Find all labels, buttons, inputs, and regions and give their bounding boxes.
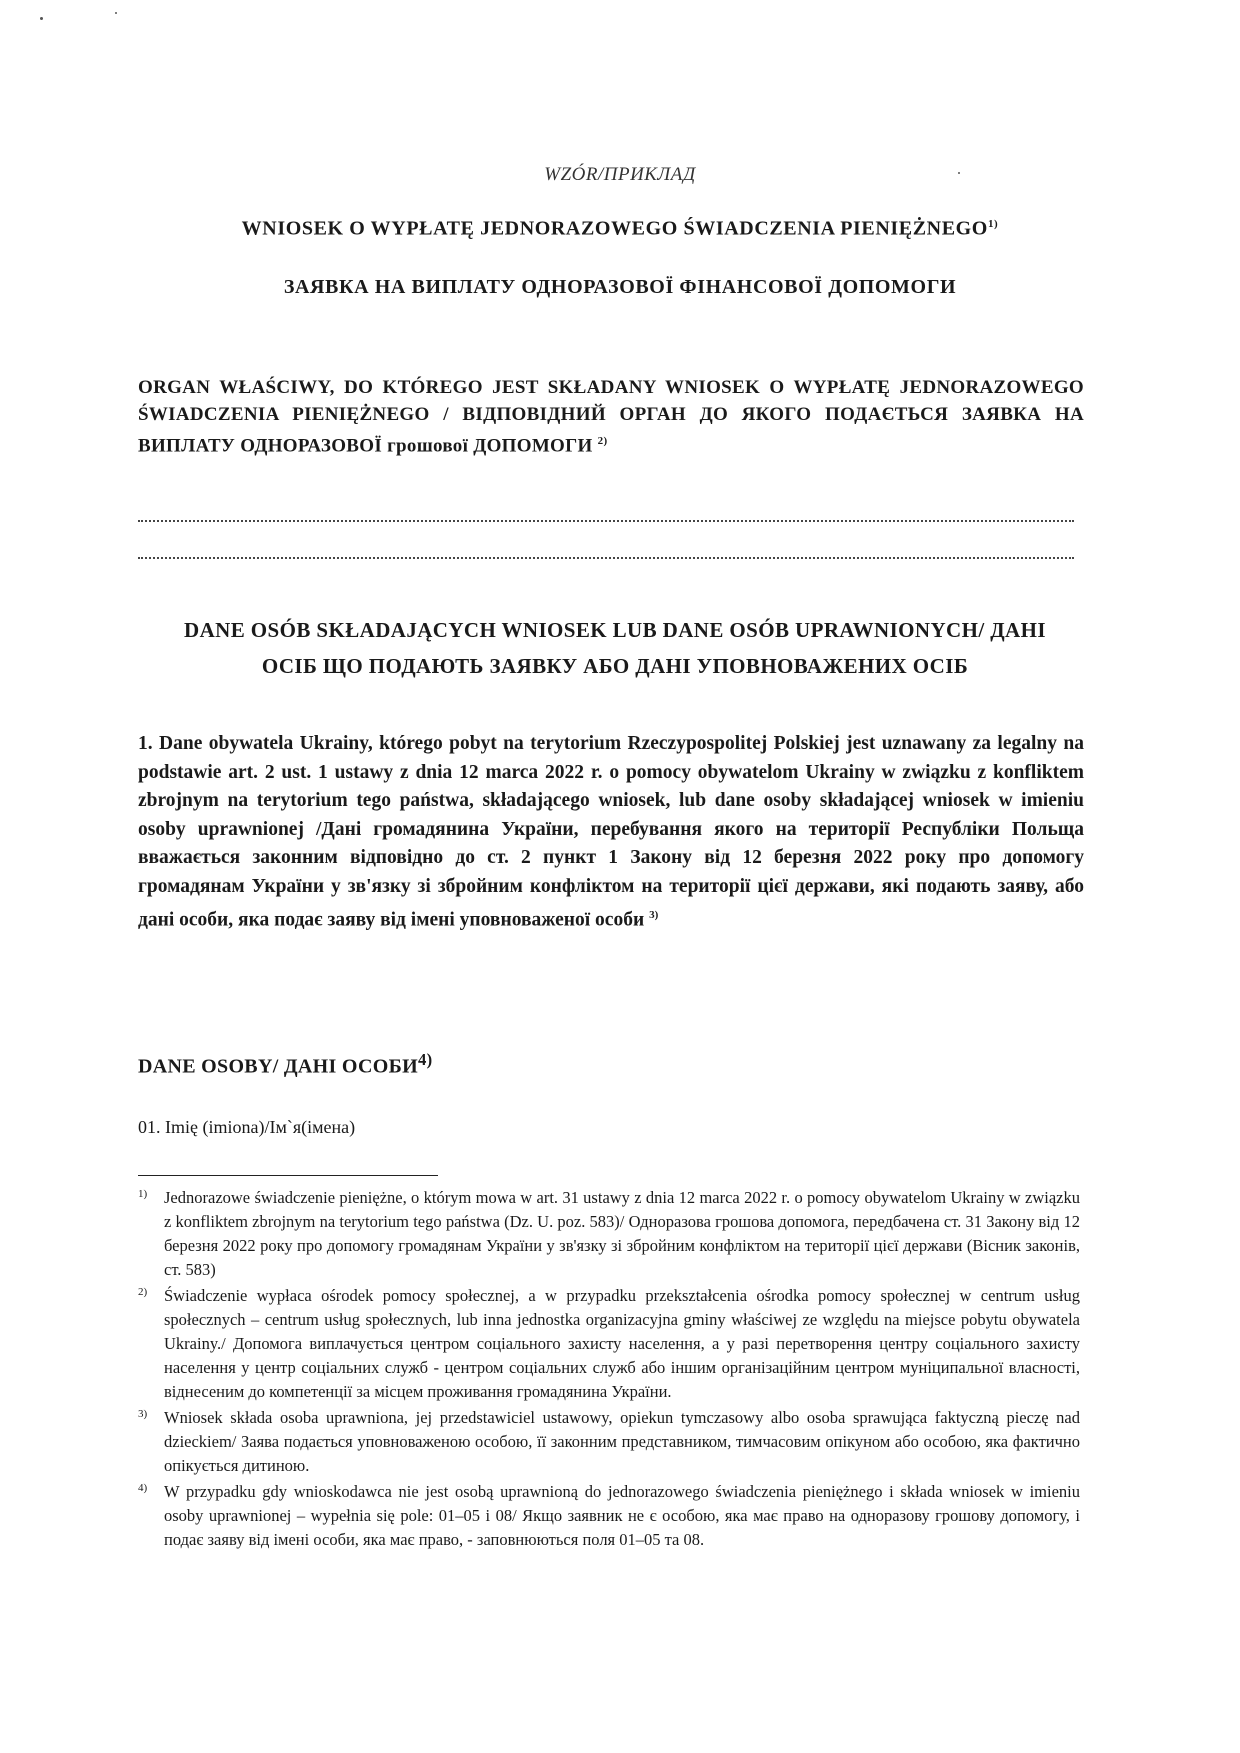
organ-input-line-2[interactable]	[138, 537, 1074, 559]
footnote-2-text: Świadczenie wypłaca ośrodek pomocy społecznej, a w przypadku przekształcenia ośrodka pomocy społecznej w centrum usług społecznych – centrum usług społecznych, lub inna jednostka organizacyjna gminy właściwej ze względu na miejsce pobytu obywatela Ukrainy./ Допомога виплачується центром соціального захисту населення, а у разі перетворення центру соціального захисту населення у центр соціальних служб - центром соціальних служб або іншим організаційним центром муніципальної власності, віднесеним до компетенції за місцем проживання громадянина України.	[164, 1286, 1080, 1401]
footnote-4-mark: 4)	[138, 1482, 148, 1494]
title-pl-text: WNIOSEK O WYPŁATĘ JEDNORAZOWEGO ŚWIADCZENIA PIENIĘŻNEGO	[241, 217, 988, 240]
footnote-separator	[138, 1175, 438, 1176]
footnote-2-mark: 2)	[138, 1286, 148, 1298]
footnote-2	[138, 1284, 1080, 1404]
footnote-1-text: Jednorazowe świadczenie pieniężne, o którym mowa w art. 31 ustawy z dnia 12 marca 2022 r. o pomocy obywatelom Ukrainy w związku z konfliktem zbrojnym na terytorium tego państwa (Dz. U. poz. 583)/ Одноразова грошова допомога, передбачена ст. 31 Закону від 12 березня 2022 року про допомогу громадянам України у зв'язку зі збройним конфліктом на території цієї держави (Вісник законів, ст. 583)	[164, 1188, 1080, 1279]
field-01-label: 01. Imię (imiona)/Ім`я(імена)	[138, 1117, 356, 1137]
document-title-ua: ЗАЯВКА НА ВИПЛАТУ ОДНОРАЗОВОЇ ФІНАНСОВОЇ ДОПОМОГИ	[283, 276, 957, 298]
footnote-3	[138, 1406, 1080, 1478]
footnote-1-mark: 1)	[138, 1188, 148, 1200]
item-1-footnote-ref: 3)	[649, 909, 659, 921]
footnote-1	[138, 1186, 1080, 1282]
dane-osoby-heading-text: DANE OSOBY/ ДАНІ ОСОБИ	[138, 1055, 418, 1078]
scan-speck	[115, 12, 117, 14]
item-1-text: 1. Dane obywatela Ukrainy, którego pobyt na terytorium Rzeczypospolitej Polskiej jest uznawany za legalny na podstawie art. 2 ust. 1 ustawy z dnia 12 marca 2022 r. o pomocy obywatelom Ukrainy w związku z konfliktem zbrojnym na terytorium tego państwa, składającego wniosek, lub dane osoby składającej wniosek w imieniu osoby uprawnionej /Дані громадянина України, перебування якого на території Республіки Польща вважається законним відповідно до ст. 2 пункт 1 Закону від 12 березня 2022 року про допомогу громадянам України у зв'язку зі збройним конфліктом на території цієї держави, які подають заяву, або дані особи, яка подає заяву від імені уповноваженої особи	[138, 733, 1084, 931]
title-pl-footnote-ref: 1)	[987, 218, 999, 230]
scan-speck	[40, 17, 43, 20]
document-title-pl	[130, 210, 1110, 244]
dane-osoby-footnote-ref: 4)	[417, 1050, 433, 1069]
section-heading	[150, 612, 1080, 684]
footnote-4	[138, 1480, 1080, 1552]
organ-heading	[138, 374, 1084, 459]
footnote-3-text: Wniosek składa osoba uprawniona, jej przedstawiciel ustawowy, opiekun tymczasowy albo osoba sprawująca faktyczną pieczę nad dzieckiem/ Заява подається уповноваженою особою, її законним представником, тимчасовим опікуном або особою, яка фактично опікується дитиною.	[164, 1408, 1080, 1475]
footnote-3-mark: 3)	[138, 1408, 148, 1420]
organ-footnote-ref: 2)	[597, 435, 608, 447]
footnote-4-text: W przypadku gdy wnioskodawca nie jest osobą uprawnioną do jednorazowego świadczenia pieniężnego i składa wniosek w imieniu osoby uprawnionej – wypełnia się pole: 01–05 i 08/ Якщо заявник не є особою, яка має право на одноразову грошову допомогу, і подає заяву від імені особи, яка має право, - заповнюються поля 01–05 та 08.	[164, 1482, 1080, 1549]
footnotes	[138, 1186, 1080, 1554]
organ-heading-text: ORGAN WŁAŚCIWY, DO KTÓREGO JEST SKŁADANY WNIOSEK O WYPŁATĘ JEDNORAZOWEGO ŚWIADCZENIA PIENIĘŻNEGO / ВІДПОВІДНИЙ ОРГАН ДО ЯКОГО ПОДАЄТЬСЯ ЗАЯВКА НА ВИПЛАТУ ОДНОРАЗОВОЇ грошової ДОПОМОГИ	[138, 377, 1084, 457]
document-label: WZÓR/ПРИКЛАД	[544, 164, 696, 185]
organ-input-line-1[interactable]	[138, 500, 1074, 522]
section-heading-line-2: ОСІБ ЩО ПОДАЮТЬ ЗАЯВКУ АБО ДАНІ УПОВНОВАЖЕНИХ ОСІБ	[261, 654, 969, 678]
section-heading-line-1: DANE OSÓB SKŁADAJĄCYCH WNIOSEK LUB DANE OSÓB UPRAWNIONYCH/ ДАНІ	[184, 618, 1046, 642]
dane-osoby-heading	[138, 1050, 432, 1079]
item-1-paragraph	[138, 730, 1084, 935]
